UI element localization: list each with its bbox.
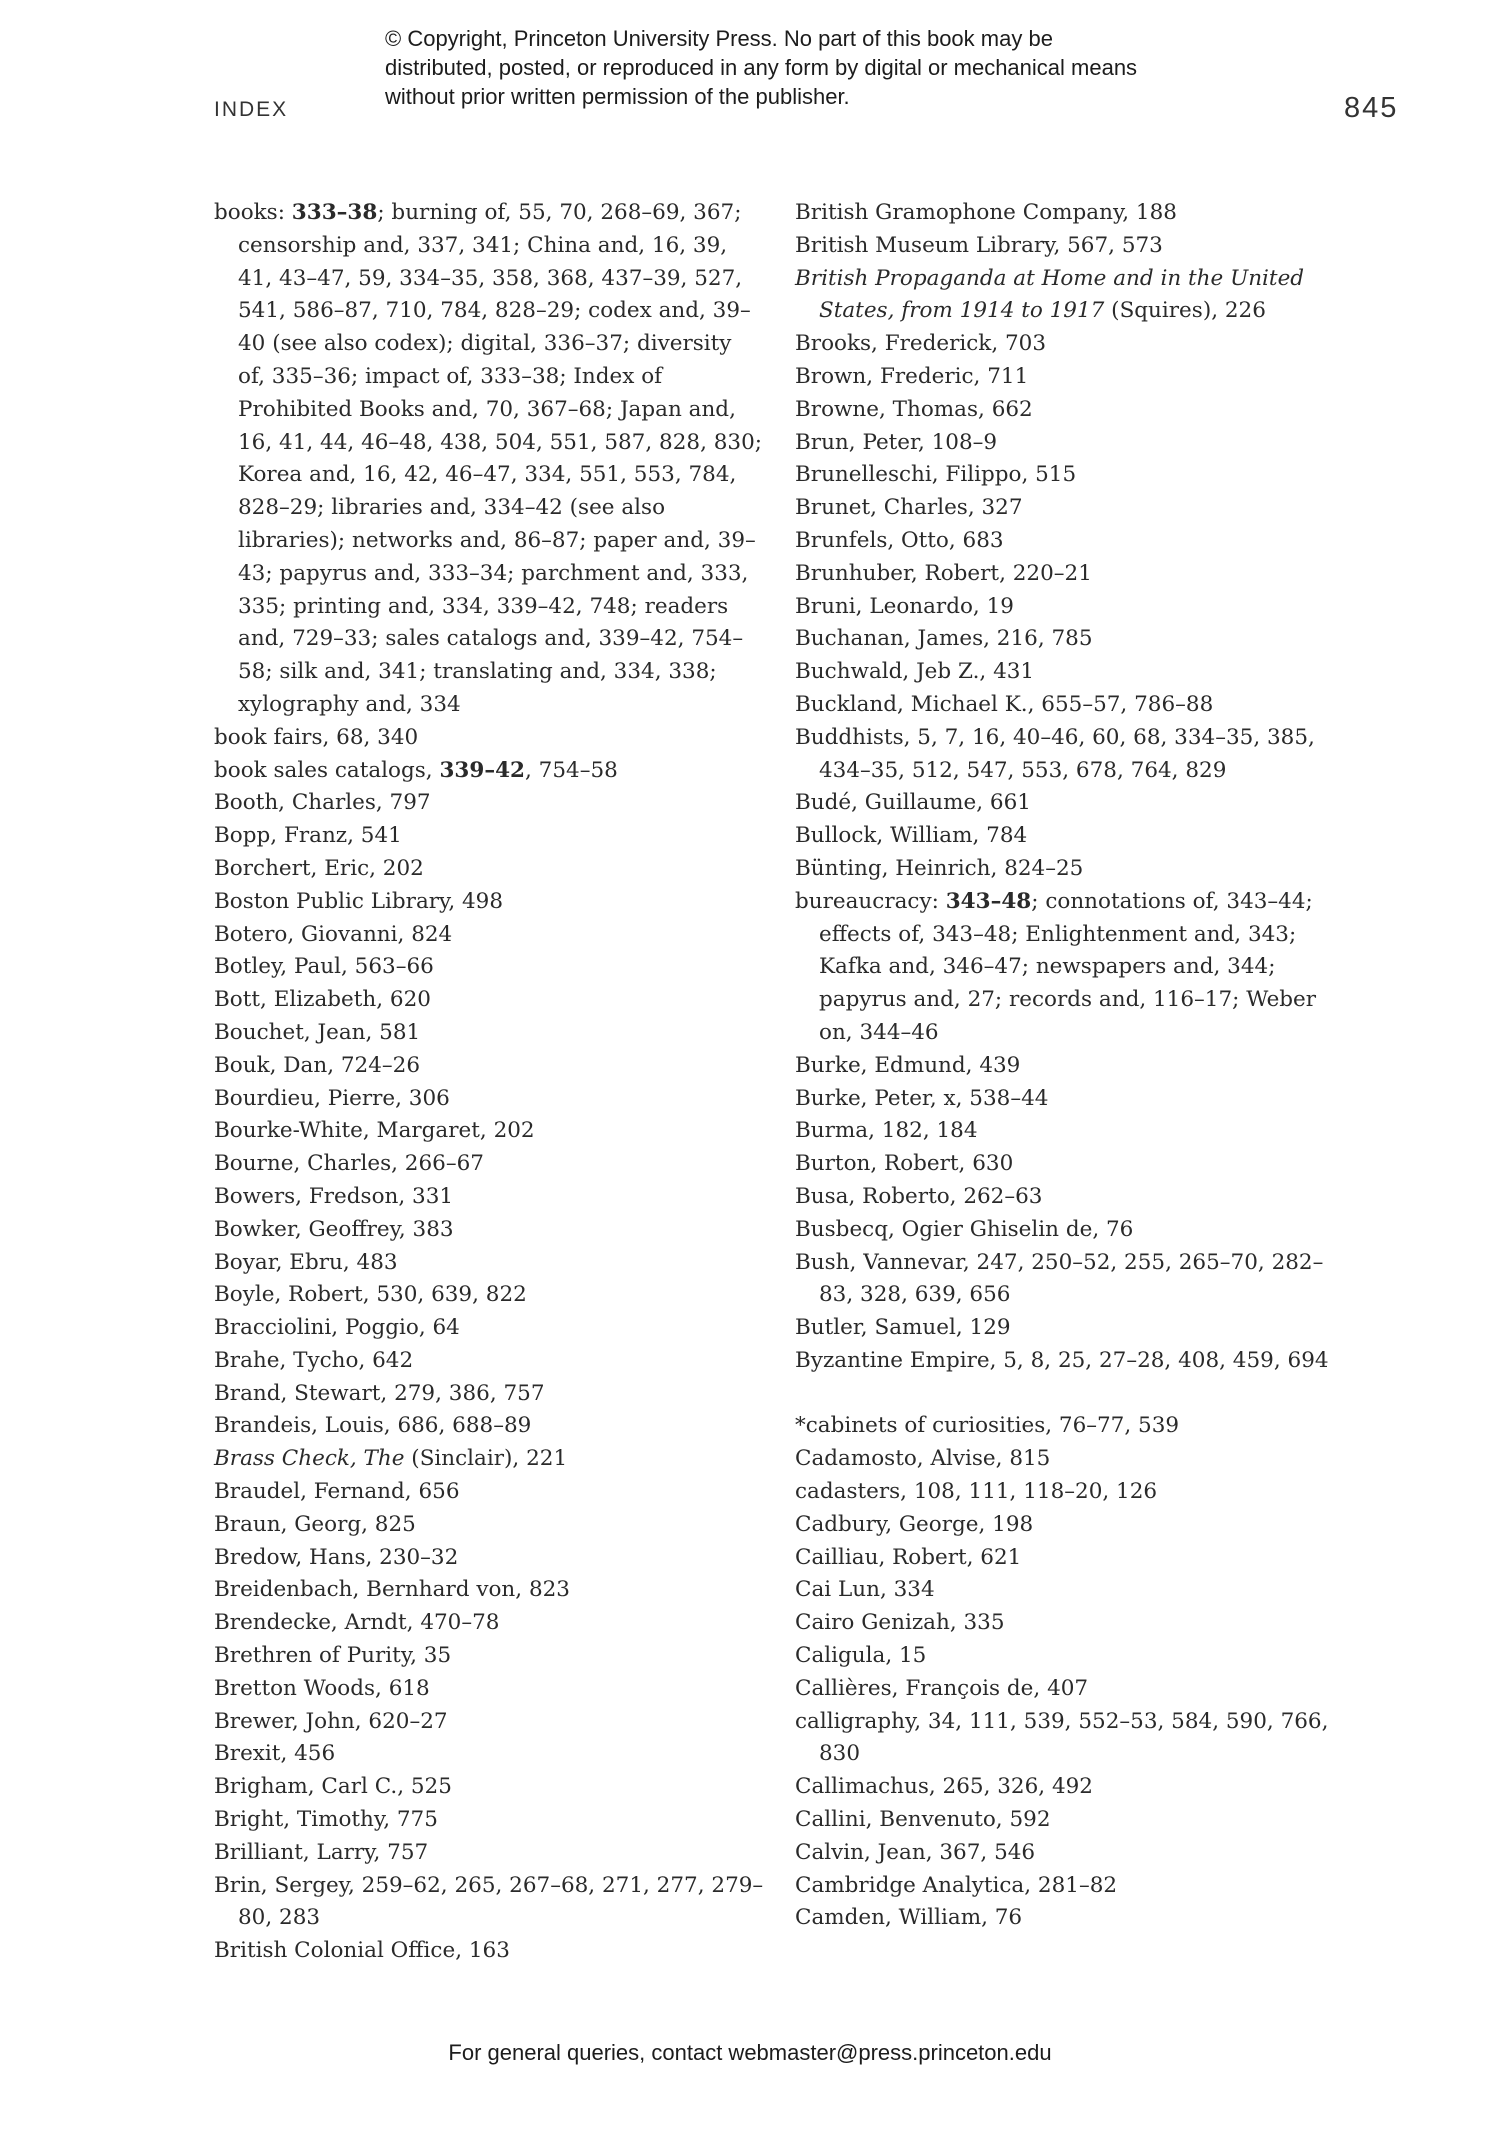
index-entry: Bourdieu, Pierre, 306 bbox=[214, 1085, 450, 1111]
index-entry: Brahe, Tycho, 642 bbox=[214, 1347, 414, 1373]
index-entry: Budé, Guillaume, 661 bbox=[795, 790, 1031, 816]
index-entry: Brendecke, Arndt, 470–78 bbox=[214, 1610, 500, 1636]
index-entry: Cairo Genizah, 335 bbox=[795, 1610, 1005, 1636]
index-entry: calligraphy, 34, 111, 539, 552–53, 584, 590, 766, 830 bbox=[795, 1708, 1329, 1767]
index-entry: Burton, Robert, 630 bbox=[795, 1151, 1014, 1177]
index-entry: Brunelleschi, Filippo, 515 bbox=[795, 462, 1077, 488]
index-entry: Calvin, Jean, 367, 546 bbox=[795, 1839, 1036, 1865]
index-entry: Boyar, Ebru, 483 bbox=[214, 1249, 398, 1275]
index-entry: Boyle, Robert, 530, 639, 822 bbox=[214, 1282, 527, 1308]
index-entry: Braun, Georg, 825 bbox=[214, 1511, 416, 1537]
index-entry: Bowker, Geoffrey, 383 bbox=[214, 1216, 454, 1242]
index-entry: book sales catalogs, 339–42, 754–58 bbox=[214, 757, 618, 783]
index-entry: Cambridge Analytica, 281–82 bbox=[795, 1872, 1118, 1898]
index-entry: British Colonial Office, 163 bbox=[214, 1938, 510, 1964]
index-entry: Buchwald, Jeb Z., 431 bbox=[795, 659, 1035, 685]
index-entry: Brilliant, Larry, 757 bbox=[214, 1839, 429, 1865]
index-entry: Busa, Roberto, 262–63 bbox=[795, 1183, 1043, 1209]
index-entry: British Museum Library, 567, 573 bbox=[795, 232, 1163, 258]
index-entry: Browne, Thomas, 662 bbox=[795, 396, 1033, 422]
index-entry: Brigham, Carl C., 525 bbox=[214, 1774, 452, 1800]
index-entry: Bright, Timothy, 775 bbox=[214, 1807, 438, 1833]
index-entry: Bouchet, Jean, 581 bbox=[214, 1019, 421, 1045]
index-entry: Bünting, Heinrich, 824–25 bbox=[795, 855, 1084, 881]
index-entry: Booth, Charles, 797 bbox=[214, 790, 431, 816]
index-entry: Burke, Edmund, 439 bbox=[795, 1052, 1021, 1078]
index-entry: Bowers, Fredson, 331 bbox=[214, 1183, 454, 1209]
index-entry: Bourne, Charles, 266–67 bbox=[214, 1151, 484, 1177]
index-entry: Breidenbach, Bernhard von, 823 bbox=[214, 1577, 570, 1603]
index-entry: Botero, Giovanni, 824 bbox=[214, 921, 453, 947]
index-entry: Bott, Elizabeth, 620 bbox=[214, 987, 431, 1013]
index-entry: Bouk, Dan, 724–26 bbox=[214, 1052, 421, 1078]
index-entry: Bopp, Franz, 541 bbox=[214, 823, 402, 849]
index-entry: Callini, Benvenuto, 592 bbox=[795, 1807, 1051, 1833]
index-entry: British Propaganda at Home and in the United States, from 1914 to 1917 (Squires), 226 bbox=[795, 265, 1305, 324]
index-entry: Brooks, Frederick, 703 bbox=[795, 331, 1047, 357]
index-entry: Brexit, 456 bbox=[214, 1741, 336, 1767]
index-entry: Bretton Woods, 618 bbox=[214, 1675, 430, 1701]
index-entry: cadasters, 108, 111, 118–20, 126 bbox=[795, 1479, 1158, 1505]
index-entry: British Gramophone Company, 188 bbox=[795, 200, 1177, 225]
index-entry: Callimachus, 265, 326, 492 bbox=[795, 1774, 1093, 1800]
index-entry: *cabinets of curiosities, 76–77, 539 bbox=[795, 1413, 1180, 1439]
index-entry: Brand, Stewart, 279, 386, 757 bbox=[214, 1380, 545, 1406]
index-entry: Brun, Peter, 108–9 bbox=[795, 429, 998, 455]
index-entry: Braudel, Fernand, 656 bbox=[214, 1479, 460, 1505]
index-entry: Brown, Frederic, 711 bbox=[795, 363, 1029, 389]
index-entry: Buddhists, 5, 7, 16, 40–46, 60, 68, 334–35, 385, 434–35, 512, 547, 553, 678, 764, 829 bbox=[795, 724, 1315, 783]
index-entry: Cadbury, George, 198 bbox=[795, 1511, 1034, 1537]
index-entry: Brandeis, Louis, 686, 688–89 bbox=[214, 1413, 532, 1439]
index-entry: Cai Lun, 334 bbox=[795, 1577, 935, 1603]
index-entry: bureaucracy: 343–48; connotations of, 343–44; effects of, 343–48; Enlightenment and, 343; Kafka and, 346–47; newspapers and, 344; papyrus and, 27; records and, 116–17; Weber on, 344–46 bbox=[795, 888, 1317, 1045]
index-entry: Brewer, John, 620–27 bbox=[214, 1708, 448, 1734]
page-number: 845 bbox=[1344, 92, 1399, 124]
index-entry: Brethren of Purity, 35 bbox=[214, 1643, 452, 1669]
index-entry: Bracciolini, Poggio, 64 bbox=[214, 1315, 460, 1341]
index-entry: Byzantine Empire, 5, 8, 25, 27–28, 408, 459, 694 bbox=[795, 1347, 1329, 1373]
index-entry: Burke, Peter, x, 538–44 bbox=[795, 1085, 1049, 1111]
index-entry: Cadamosto, Alvise, 815 bbox=[795, 1446, 1051, 1472]
index-entry: Busbecq, Ogier Ghiselin de, 76 bbox=[795, 1216, 1134, 1242]
index-entry: Bruni, Leonardo, 19 bbox=[795, 593, 1014, 619]
index-entry: Botley, Paul, 563–66 bbox=[214, 954, 434, 980]
index-entry: Butler, Samuel, 129 bbox=[795, 1315, 1011, 1341]
index-column-right bbox=[795, 197, 1355, 1935]
index-entry: Brass Check, The (Sinclair), 221 bbox=[214, 1446, 568, 1472]
index-entry: Boston Public Library, 498 bbox=[214, 888, 504, 914]
index-entry: Cailliau, Robert, 621 bbox=[795, 1544, 1022, 1570]
index-column-left bbox=[214, 197, 764, 1968]
index-entry: Bourke-White, Margaret, 202 bbox=[214, 1118, 535, 1144]
index-entry: Caligula, 15 bbox=[795, 1643, 927, 1669]
index-entry: Brunhuber, Robert, 220–21 bbox=[795, 560, 1092, 586]
index-entry: Brin, Sergey, 259–62, 265, 267–68, 271, 277, 279–80, 283 bbox=[214, 1872, 764, 1931]
index-entry: book fairs, 68, 340 bbox=[214, 724, 419, 750]
index-entry: Bush, Vannevar, 247, 250–52, 255, 265–70, 282–83, 328, 639, 656 bbox=[795, 1249, 1324, 1308]
index-entry: books: 333–38; burning of, 55, 70, 268–69, 367; censorship and, 337, 341; China and, 16, 39, 41, 43–47, 59, 334–35, 358, 368, 437–39, 527, 541, 586–87, 710, 784, 828–29; codex and, 39–40 (see also codex); digital, 336–37; diversity of, 335–36; impact of, 333–38; Index of Prohibited Books and, 70, 367–68; Japan and, 16, 41, 44, 46–48, 438, 504, 551, 587, 828, 830; Korea and, 16, 42, 46–47, 334, 551, 553, 784, 828–29; libraries and, 334–42 (see also libraries); networks and, 86–87; paper and, 39–43; papyrus and, 333–34; parchment and, 333, 335; printing and, 334, 339–42, 748; readers and, 729–33; sales catalogs and, 339–42, 754–58; silk and, 341; translating and, 334, 338; xylography and, 334 bbox=[214, 200, 763, 717]
index-entry: Callières, François de, 407 bbox=[795, 1675, 1089, 1701]
index-entry: Borchert, Eric, 202 bbox=[214, 855, 424, 881]
index-entry: Buckland, Michael K., 655–57, 786–88 bbox=[795, 691, 1214, 717]
footer-contact: For general queries, contact webmaster@press.princeton.edu bbox=[448, 2040, 1052, 2065]
index-entry: Brunfels, Otto, 683 bbox=[795, 527, 1004, 553]
index-entry: Camden, William, 76 bbox=[795, 1905, 1023, 1931]
index-entry: Buchanan, James, 216, 785 bbox=[795, 626, 1093, 652]
index-entry: Brunet, Charles, 327 bbox=[795, 495, 1023, 521]
index-entry: Bredow, Hans, 230–32 bbox=[214, 1544, 459, 1570]
index-entry: Bullock, William, 784 bbox=[795, 823, 1028, 849]
running-head: INDEX bbox=[214, 98, 289, 121]
copyright-notice: © Copyright, Princeton University Press. No part of this book may be distributed, posted, or reproduced in any form by digital or mechanical means without prior written permission of the publisher. bbox=[385, 26, 1138, 109]
index-entry: Burma, 182, 184 bbox=[795, 1118, 978, 1144]
